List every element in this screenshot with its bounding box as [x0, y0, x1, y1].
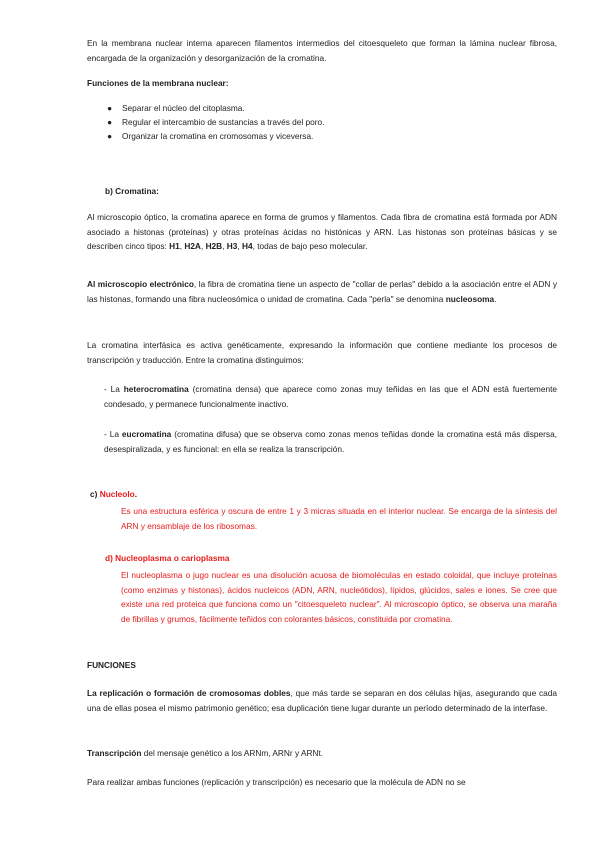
membrane-functions-heading: Funciones de la membrana nuclear: — [87, 78, 229, 88]
nucleolo-heading: c) Nucleolo. — [90, 489, 138, 499]
bullet-icon: ● — [107, 103, 113, 113]
funciones-heading: FUNCIONES — [87, 660, 136, 670]
transcripcion-paragraph: Transcripción del mensaje genético a los ARNm, ARNr y ARNt. — [87, 748, 324, 758]
bullet-icon: ● — [107, 117, 113, 127]
replicacion-paragraph: La replicación o formación de cromosomas dobles, que más tarde se separan en dos células hijas, asegurando que cada una de ellas posea el mismo patrimonio genético; esa duplicación tiene lugar durante un período determinado de la interfase. — [87, 688, 558, 713]
nucleoplasma-paragraph: El nucleoplasma o jugo nuclear es una disolución acuosa de biomoléculas en estado coloidal, que incluye proteínas (como enzimas y histonas), ácidos nucleicos (ADN, ARN, nucleótidos), lípidos, glúcidos, sales e iones. Se cree que existe una red proteica que funciona como un "citoesqueleto nuclear". Al microscopio óptico, se observa una maraña de fibrillas y grumos, fácilmente teñidos con colorantes básicos, constituida por cromatina. — [121, 570, 557, 624]
list-item-text: Separar el núcleo del citoplasma. — [122, 103, 245, 113]
bullet-icon: ● — [107, 131, 113, 141]
cromatina-paragraph-3: La cromatina interfásica es activa genéticamente, expresando la información que contiene mediante los procesos de transcripción y traducción. Entre la cromatina distinguimos: — [87, 340, 557, 365]
list-item-text: Organizar la cromatina en cromosomas y viceversa. — [122, 131, 314, 141]
nucleolo-paragraph: Es una estructura esférica y oscura de entre 1 y 3 micras situada en el interior nuclear. Se encarga de la síntesis del ARN y ensamblaje de los ribosomas. — [121, 506, 557, 531]
intro-paragraph: En la membrana nuclear interna aparecen filamentos intermedios del citoesqueleto que forman la lámina nuclear fibrosa, encargada de la organización y desorganización de la cromatina. — [87, 38, 557, 63]
cromatina-paragraph-2: Al microscopio electrónico, la fibra de cromatina tiene un aspecto de "collar de perlas" debido a la asociación entre el ADN y las histonas, formando una fibra nucleosómica o unidad de cromatina. Cada "perla" se denomina nucleosoma. — [87, 279, 557, 304]
cromatina-heading: b) Cromatina: — [105, 186, 159, 196]
list-item — [107, 102, 245, 114]
list-item — [107, 116, 324, 128]
list-item-text: Regular el intercambio de sustancias a través del poro. — [122, 117, 325, 127]
heterocromatina-item: - La heterocromatina (cromatina densa) que aparece como zonas muy teñidas en las que el ADN está fuertemente condesado, y permanece funcionalmente inactivo. — [104, 384, 557, 409]
cromatina-paragraph-1: Al microscopio óptico, la cromatina aparece en forma de grumos y filamentos. Cada fibra de cromatina está formada por ADN asociado a histonas (proteínas) y otras proteínas ácidas no histónicas y ARN. Las histonas son proteínas básicas y se describen cinco tipos: H1, H2A, H2B, H3, H4, todas de bajo peso molecular. — [87, 212, 557, 252]
nucleoplasma-heading: d) Nucleoplasma o carioplasma — [105, 553, 230, 563]
list-item — [107, 130, 313, 142]
eucromatina-item: - La eucromatina (cromatina difusa) que se observa como zonas menos teñidas donde la cromatina está más dispersa, desespiralizada, y es funcional: en ella se realiza la transcripción. — [104, 429, 557, 454]
last-paragraph: Para realizar ambas funciones (replicación y transcripción) es necesario que la molécula de ADN no se — [87, 777, 466, 787]
